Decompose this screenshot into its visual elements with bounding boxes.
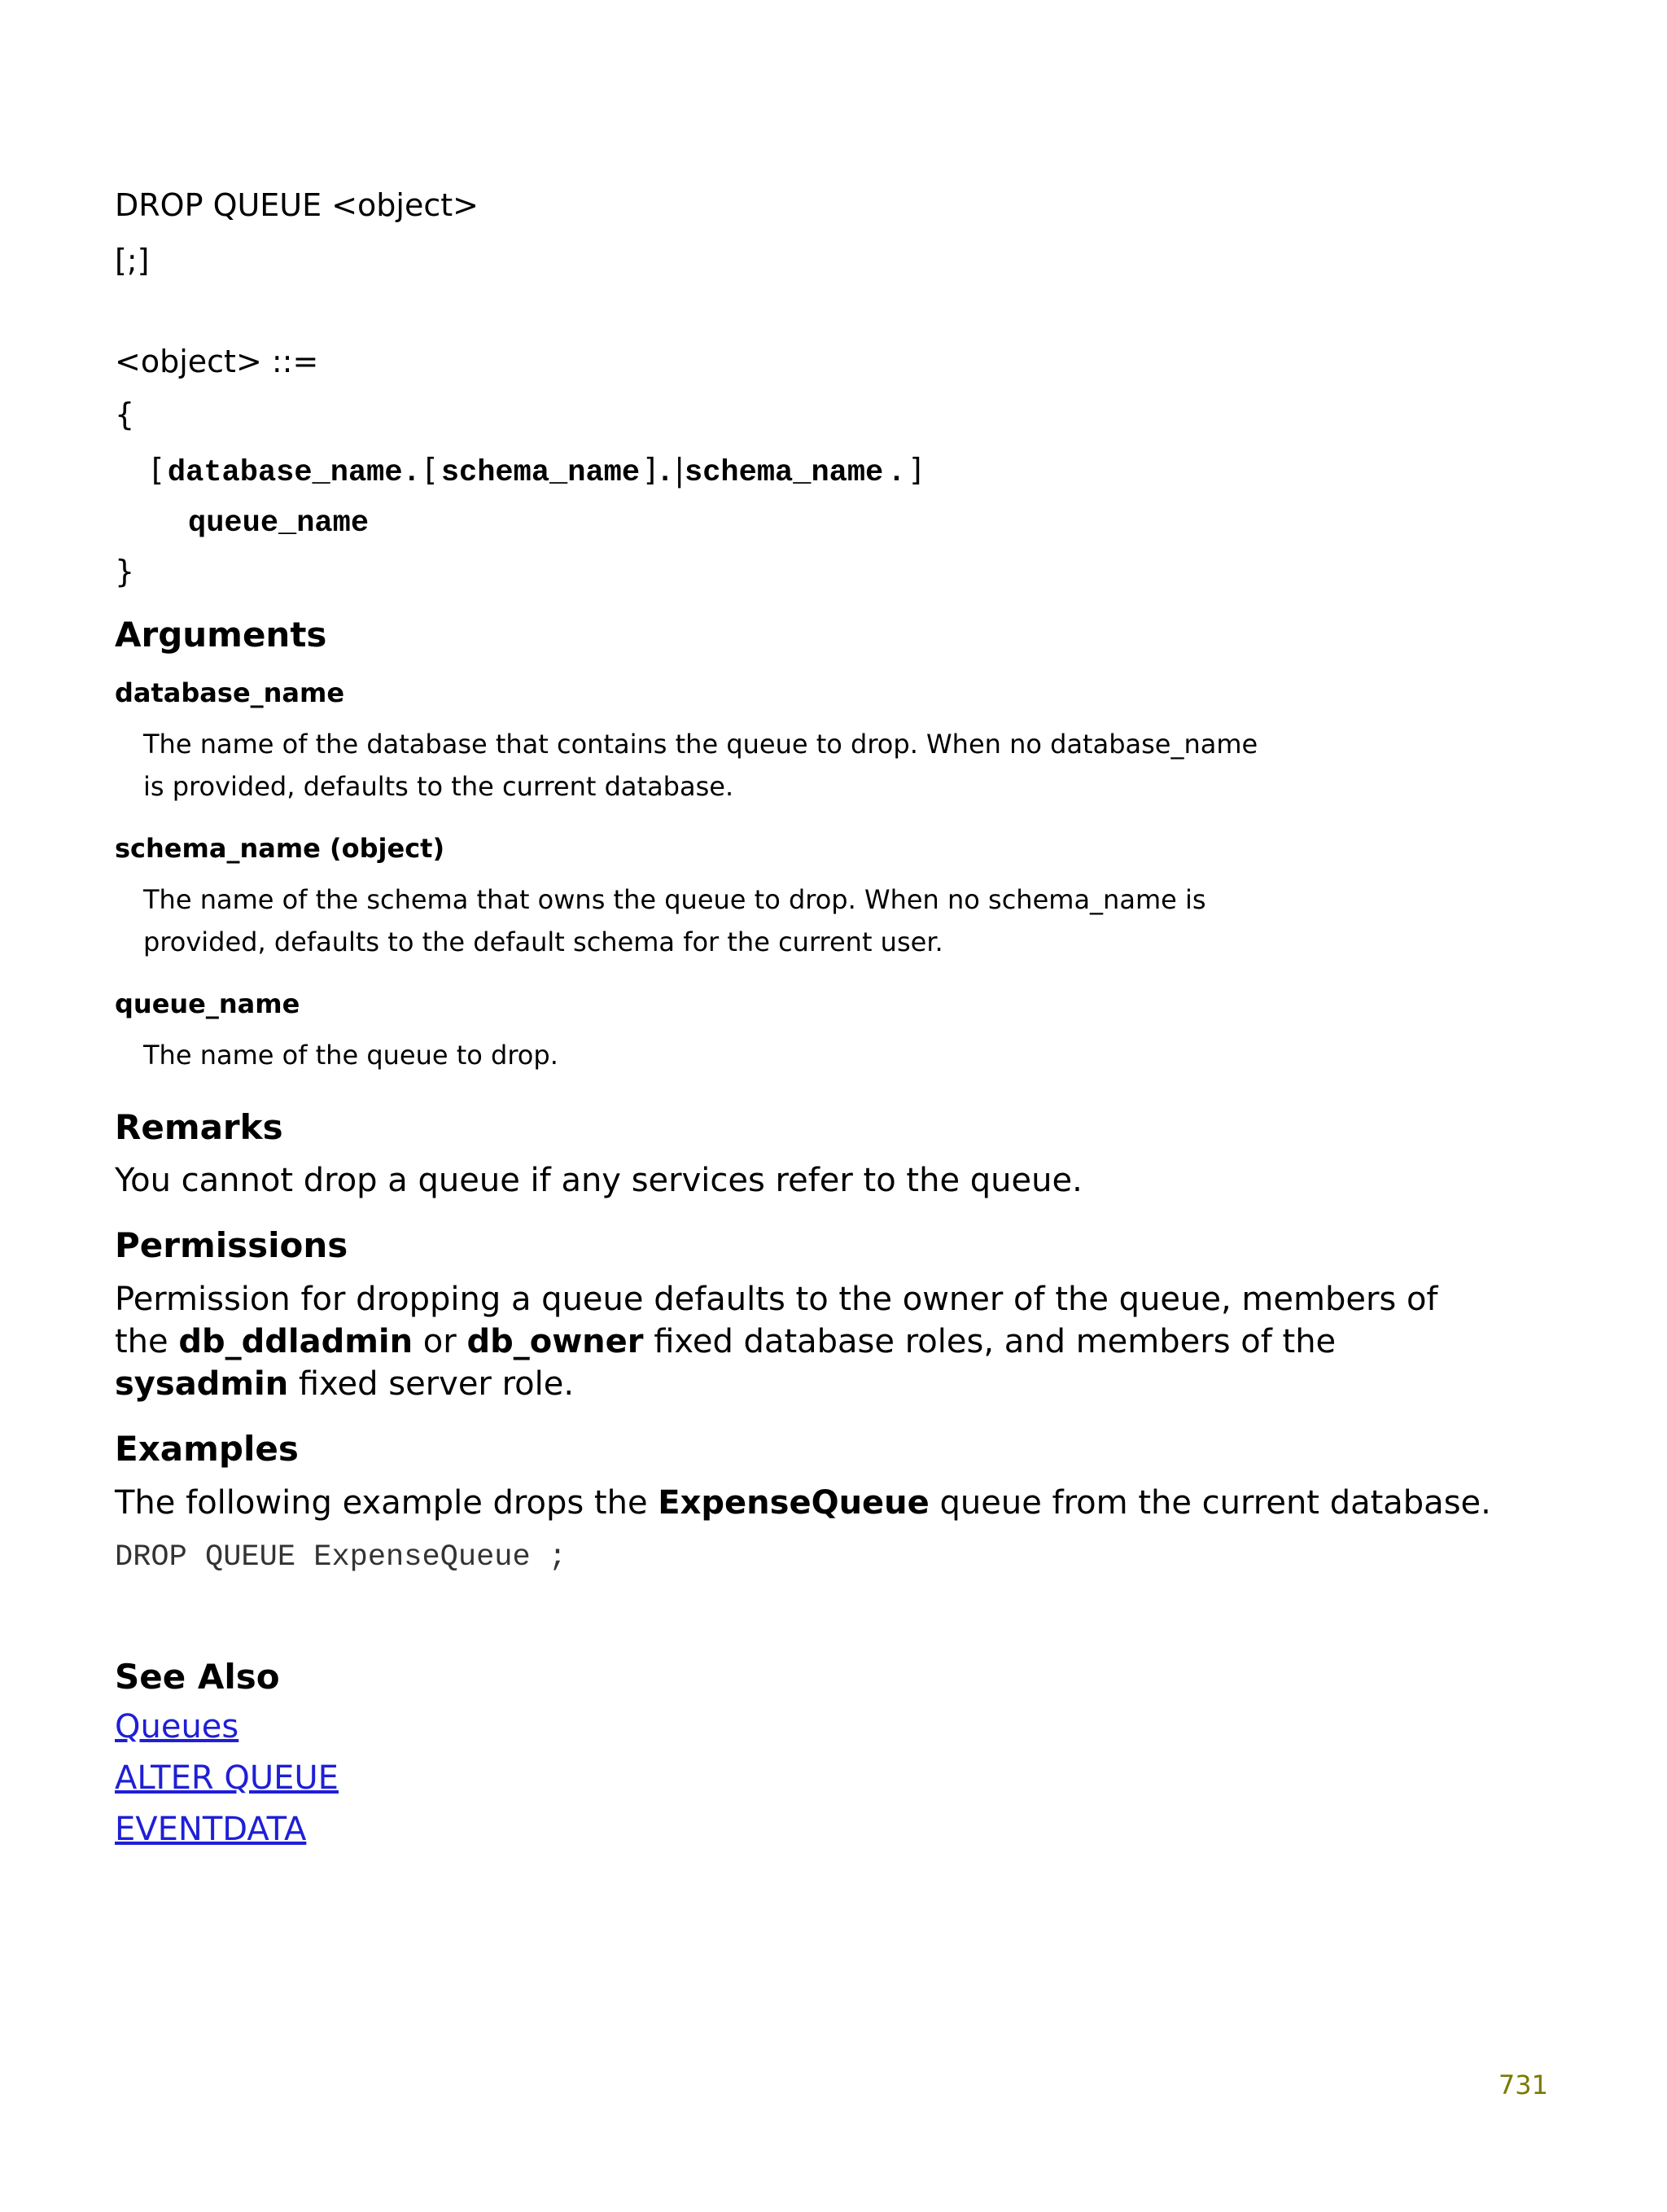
examples-heading: Examples [115,1429,299,1469]
argument-definition-database-name: The name of the database that contains the queue to drop. When no database_name is provided, defaults to the current database. [143,729,1258,802]
role-db-owner: db_owner [466,1323,644,1360]
syntax-dot: . [655,456,675,490]
permissions-text-part: fixed database roles, and members of the [643,1323,1337,1360]
permissions-text [115,1278,1499,1405]
syntax-bracket-close: ] [909,452,922,488]
examples-text [115,1482,1547,1524]
example-queue-name: ExpenseQueue [658,1484,930,1522]
link-alter-queue[interactable]: ALTER QUEUE [115,1759,339,1797]
permissions-text-part: fixed server role. [288,1365,575,1403]
syntax-line-object-def: <object> ::= [115,344,319,379]
role-db-ddladmin: db_ddladmin [178,1323,413,1360]
remarks-heading: Remarks [115,1107,283,1147]
argument-term-database-name: database_name [115,677,345,708]
syntax-schema-name: schema_name [685,456,884,490]
examples-text-part: queue from the current database. [929,1484,1491,1522]
syntax-schema-name: schema_name [440,456,641,490]
example-code: DROP QUEUE ExpenseQueue ; [115,1540,567,1575]
syntax-bracket-open: [ [151,452,164,488]
see-also-heading: See Also [115,1657,280,1697]
examples-text-part: The following example drops the [115,1484,658,1522]
syntax-bracket-inner-open: [ [424,452,437,488]
syntax-line-terminator: [;] [115,243,150,278]
link-eventdata[interactable]: EVENTDATA [115,1811,307,1848]
syntax-line-drop-queue: DROP QUEUE <object> [115,187,479,223]
syntax-close-brace: } [115,554,135,589]
role-sysadmin: sysadmin [115,1365,289,1403]
syntax-bracket-inner-close: ] [644,452,656,488]
permissions-text-part: Permission for dropping a queue defaults to the owner of the queue, members of the [115,1281,1438,1360]
syntax-pipe: | [674,452,685,488]
arguments-heading: Arguments [115,615,327,655]
argument-definition-queue-name: The name of the queue to drop. [143,1040,558,1071]
syntax-object-name-line [151,452,922,490]
syntax-dot: . [887,456,906,490]
syntax-database-name: database_name [167,456,403,490]
link-queues[interactable]: Queues [115,1708,239,1746]
syntax-dot: . [402,456,421,490]
permissions-heading: Permissions [115,1225,348,1265]
argument-term-schema-name: schema_name (object) [115,833,445,864]
argument-definition-schema-name: The name of the schema that owns the queue to drop. When no schema_name is provided, defaults to the default schema for the current user. [143,884,1206,957]
syntax-open-brace: { [115,396,135,432]
permissions-text-part: or [413,1323,467,1360]
syntax-queue-name: queue_name [188,506,370,541]
remarks-text: You cannot drop a queue if any services refer to the queue. [115,1162,1083,1199]
argument-term-queue-name: queue_name [115,988,300,1019]
page-number: 731 [1498,2070,1548,2100]
